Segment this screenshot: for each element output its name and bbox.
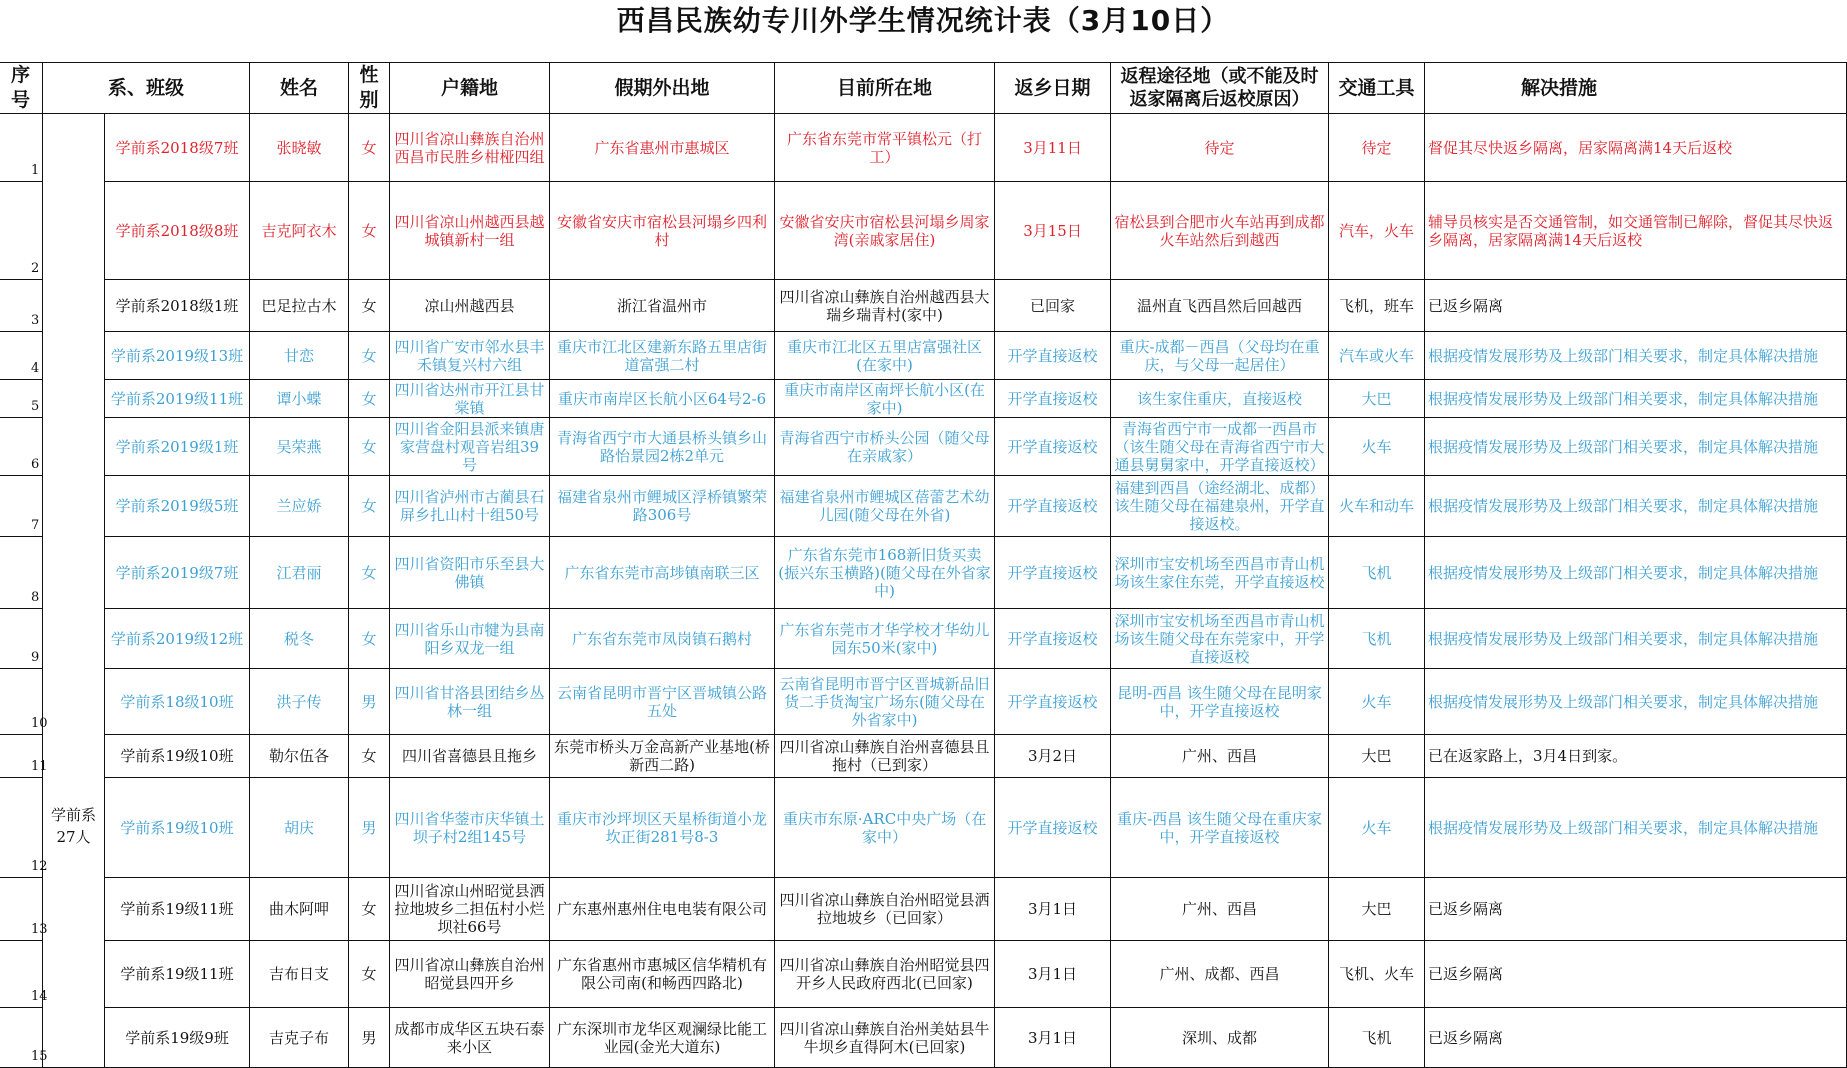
cell-holiday-location: 广东省东莞市凤岗镇石鹅村 — [550, 609, 775, 669]
table-row — [0, 735, 1847, 778]
cell-measure: 辅导员核实是否交通管制，如交通管制已解除，督促其尽快返乡隔离，居家隔离满14天后返校 — [1425, 182, 1847, 280]
cell-return-date: 开学直接返校 — [995, 537, 1111, 609]
cell-transport: 火车 — [1329, 418, 1425, 476]
cell-holiday-location: 重庆市沙坪坝区天星桥街道小龙坎正街281号8-3 — [550, 778, 775, 878]
cell-index: 6 — [0, 418, 43, 476]
cell-name: 吉克阿衣木 — [250, 182, 349, 280]
cell-route: 广州、成都、西昌 — [1111, 941, 1329, 1008]
cell-name: 吉布日支 — [250, 941, 349, 1008]
cell-index: 3 — [0, 280, 43, 332]
cell-class: 学前系19级9班 — [105, 1008, 250, 1068]
cell-return-date: 3月1日 — [995, 878, 1111, 941]
cell-class: 学前系19级10班 — [105, 778, 250, 878]
cell-class: 学前系18级10班 — [105, 669, 250, 735]
cell-index: 9 — [0, 609, 43, 669]
cell-measure: 根据疫情发展形势及上级部门相关要求，制定具体解决措施 — [1425, 476, 1847, 537]
cell-gender: 女 — [349, 941, 390, 1008]
cell-route: 该生家住重庆，直接返校 — [1111, 380, 1329, 418]
cell-hukou: 四川省甘洛县团结乡丛林一组 — [390, 669, 550, 735]
cell-index: 11 — [0, 735, 43, 778]
cell-current-location: 青海省西宁市桥头公园（随父母在亲戚家） — [775, 418, 995, 476]
cell-holiday-location: 青海省西宁市大通县桥头镇乡山路怡景园2栋2单元 — [550, 418, 775, 476]
cell-transport: 飞机，班车 — [1329, 280, 1425, 332]
cell-index: 10 — [0, 669, 43, 735]
cell-gender: 男 — [349, 778, 390, 878]
cell-transport: 飞机 — [1329, 537, 1425, 609]
header-route: 返程途径地（或不能及时返家隔离后返校原因） — [1111, 63, 1329, 114]
cell-hukou: 四川省资阳市乐至县大佛镇 — [390, 537, 550, 609]
cell-index: 4 — [0, 332, 43, 380]
cell-transport: 待定 — [1329, 114, 1425, 182]
cell-return-date: 3月2日 — [995, 735, 1111, 778]
cell-name: 税冬 — [250, 609, 349, 669]
cell-transport: 火车 — [1329, 778, 1425, 878]
cell-class: 学前系2019级5班 — [105, 476, 250, 537]
cell-current-location: 安徽省安庆市宿松县河塌乡周家湾(亲戚家居住) — [775, 182, 995, 280]
cell-hukou: 成都市成华区五块石泰来小区 — [390, 1008, 550, 1068]
cell-index: 2 — [0, 182, 43, 280]
header-row — [0, 63, 1847, 114]
cell-holiday-location: 重庆市江北区建新东路五里店街道富强二村 — [550, 332, 775, 380]
cell-holiday-location: 福建省泉州市鲤城区浮桥镇繁荣路306号 — [550, 476, 775, 537]
header-hukou: 户籍地 — [390, 63, 550, 114]
cell-gender: 女 — [349, 182, 390, 280]
cell-return-date: 3月11日 — [995, 114, 1111, 182]
cell-name: 谭小蝶 — [250, 380, 349, 418]
table-row — [0, 669, 1847, 735]
cell-holiday-location: 重庆市南岸区长航小区64号2-6 — [550, 380, 775, 418]
cell-holiday-location: 东莞市桥头万金高新产业基地(桥新西二路) — [550, 735, 775, 778]
cell-gender: 男 — [349, 669, 390, 735]
cell-current-location: 四川省凉山彝族自治州越西县大瑞乡瑞青村(家中) — [775, 280, 995, 332]
cell-hukou: 四川省凉山州昭觉县洒拉地坡乡二担伍村小烂坝社66号 — [390, 878, 550, 941]
table-row — [0, 418, 1847, 476]
cell-holiday-location: 浙江省温州市 — [550, 280, 775, 332]
cell-route: 广州、西昌 — [1111, 735, 1329, 778]
cell-return-date: 开学直接返校 — [995, 669, 1111, 735]
cell-class: 学前系19级11班 — [105, 941, 250, 1008]
cell-gender: 女 — [349, 537, 390, 609]
cell-holiday-location: 云南省昆明市晋宁区晋城镇公路五处 — [550, 669, 775, 735]
cell-index: 8 — [0, 537, 43, 609]
cell-transport: 火车 — [1329, 669, 1425, 735]
table-body — [0, 114, 1847, 1068]
cell-gender: 女 — [349, 476, 390, 537]
cell-name: 勒尔伍各 — [250, 735, 349, 778]
cell-index: 15 — [0, 1008, 43, 1068]
table-row — [0, 114, 1847, 182]
cell-measure: 已返乡隔离 — [1425, 1008, 1847, 1068]
cell-route: 深圳市宝安机场至西昌市青山机场该生随父母在东莞家中，开学直接返校 — [1111, 609, 1329, 669]
statistics-table-container — [0, 62, 1846, 1068]
cell-route: 宿松县到合肥市火车站再到成都火车站然后到越西 — [1111, 182, 1329, 280]
cell-hukou: 四川省华蓥市庆华镇土坝子村2组145号 — [390, 778, 550, 878]
cell-return-date: 3月1日 — [995, 1008, 1111, 1068]
cell-transport: 大巴 — [1329, 380, 1425, 418]
cell-current-location: 广东省东莞市才华学校才华幼儿园东50米(家中) — [775, 609, 995, 669]
cell-route: 深圳市宝安机场至西昌市青山机场该生家住东莞，开学直接返校 — [1111, 537, 1329, 609]
cell-holiday-location: 广东省惠州市惠城区 — [550, 114, 775, 182]
cell-return-date: 3月15日 — [995, 182, 1111, 280]
table-row — [0, 778, 1847, 878]
table-row — [0, 878, 1847, 941]
cell-current-location: 重庆市南岸区南坪长航小区(在家中) — [775, 380, 995, 418]
cell-hukou: 四川省达州市开江县甘棠镇 — [390, 380, 550, 418]
cell-name: 甘恋 — [250, 332, 349, 380]
cell-gender: 女 — [349, 735, 390, 778]
statistics-table — [0, 62, 1847, 1068]
cell-gender: 女 — [349, 332, 390, 380]
cell-class: 学前系2019级12班 — [105, 609, 250, 669]
cell-route: 福建到西昌（途经湖北、成都）该生随父母在福建泉州，开学直接返校。 — [1111, 476, 1329, 537]
cell-route: 广州、西昌 — [1111, 878, 1329, 941]
table-row — [0, 182, 1847, 280]
cell-name: 兰应娇 — [250, 476, 349, 537]
cell-transport: 大巴 — [1329, 878, 1425, 941]
cell-transport: 飞机、火车 — [1329, 941, 1425, 1008]
cell-index: 13 — [0, 878, 43, 941]
header-gender: 性别 — [349, 63, 390, 114]
cell-current-location: 福建省泉州市鲤城区蓓蕾艺术幼儿园(随父母在外省) — [775, 476, 995, 537]
header-transport: 交通工具 — [1329, 63, 1425, 114]
cell-transport: 大巴 — [1329, 735, 1425, 778]
cell-index: 14 — [0, 941, 43, 1008]
cell-route: 深圳、成都 — [1111, 1008, 1329, 1068]
cell-hukou: 四川省金阳县派来镇唐家营盘村观音岩组39号 — [390, 418, 550, 476]
cell-current-location: 云南省昆明市晋宁区晋城新品旧货二手货淘宝广场东(随父母在外省家中) — [775, 669, 995, 735]
cell-current-location: 四川省凉山彝族自治州昭觉县洒拉地坡乡（已回家） — [775, 878, 995, 941]
cell-gender: 女 — [349, 878, 390, 941]
cell-current-location: 重庆市东原·ARC中央广场（在家中） — [775, 778, 995, 878]
cell-name: 洪子传 — [250, 669, 349, 735]
cell-holiday-location: 广东深圳市龙华区观澜绿比能工业园(金光大道东) — [550, 1008, 775, 1068]
cell-measure: 已在返家路上，3月4日到家。 — [1425, 735, 1847, 778]
cell-class: 学前系2018级1班 — [105, 280, 250, 332]
cell-hukou: 四川省凉山州越西县越城镇新村一组 — [390, 182, 550, 280]
cell-hukou: 四川省凉山彝族自治州西昌市民胜乡柑桠四组 — [390, 114, 550, 182]
cell-measure: 督促其尽快返乡隔离，居家隔离满14天后返校 — [1425, 114, 1847, 182]
cell-current-location: 重庆市江北区五里店富强社区(在家中) — [775, 332, 995, 380]
cell-gender: 女 — [349, 280, 390, 332]
header-index: 序号 — [0, 63, 43, 114]
table-row — [0, 1008, 1847, 1068]
table-row — [0, 380, 1847, 418]
table-row — [0, 280, 1847, 332]
cell-return-date: 开学直接返校 — [995, 476, 1111, 537]
cell-name: 巴足拉古木 — [250, 280, 349, 332]
cell-route: 青海省西宁市一成都一西昌市（该生随父母在青海省西宁市大通县舅舅家中，开学直接返校） — [1111, 418, 1329, 476]
header-name: 姓名 — [250, 63, 349, 114]
cell-name: 吉克子布 — [250, 1008, 349, 1068]
cell-return-date: 开学直接返校 — [995, 609, 1111, 669]
cell-measure: 根据疫情发展形势及上级部门相关要求，制定具体解决措施 — [1425, 332, 1847, 380]
cell-index: 7 — [0, 476, 43, 537]
table-row — [0, 609, 1847, 669]
cell-gender: 女 — [349, 380, 390, 418]
cell-hukou: 四川省泸州市古蔺县石屏乡扎山村十组50号 — [390, 476, 550, 537]
cell-measure: 根据疫情发展形势及上级部门相关要求，制定具体解决措施 — [1425, 380, 1847, 418]
cell-return-date: 开学直接返校 — [995, 778, 1111, 878]
cell-class: 学前系2018级7班 — [105, 114, 250, 182]
cell-transport: 汽车，火车 — [1329, 182, 1425, 280]
cell-return-date: 已回家 — [995, 280, 1111, 332]
cell-current-location: 四川省凉山彝族自治州昭觉县四开乡人民政府西北(已回家) — [775, 941, 995, 1008]
cell-class: 学前系2019级11班 — [105, 380, 250, 418]
table-row — [0, 537, 1847, 609]
cell-return-date: 开学直接返校 — [995, 380, 1111, 418]
cell-measure: 根据疫情发展形势及上级部门相关要求，制定具体解决措施 — [1425, 778, 1847, 878]
cell-index: 12 — [0, 778, 43, 878]
cell-holiday-location: 广东惠州惠州住电电装有限公司 — [550, 878, 775, 941]
cell-measure: 已返乡隔离 — [1425, 280, 1847, 332]
cell-name: 曲木阿呷 — [250, 878, 349, 941]
cell-measure: 根据疫情发展形势及上级部门相关要求，制定具体解决措施 — [1425, 537, 1847, 609]
cell-current-location: 四川省凉山彝族自治州喜德县且拖村（已到家） — [775, 735, 995, 778]
cell-name: 江君丽 — [250, 537, 349, 609]
page-title: 西昌民族幼专川外学生情况统计表（3月10日） — [616, 4, 1230, 37]
cell-class: 学前系2018级8班 — [105, 182, 250, 280]
cell-index: 5 — [0, 380, 43, 418]
cell-index: 1 — [0, 114, 43, 182]
header-measure: 解决措施 — [1425, 63, 1847, 114]
cell-return-date: 开学直接返校 — [995, 332, 1111, 380]
cell-current-location: 广东省东莞市168新旧货买卖(振兴东玉横路)(随父母在外省家中) — [775, 537, 995, 609]
cell-hukou: 四川省喜德县且拖乡 — [390, 735, 550, 778]
cell-class: 学前系2019级13班 — [105, 332, 250, 380]
cell-measure: 根据疫情发展形势及上级部门相关要求，制定具体解决措施 — [1425, 669, 1847, 735]
table-row — [0, 332, 1847, 380]
cell-transport: 火车和动车 — [1329, 476, 1425, 537]
cell-holiday-location: 广东省东莞市高埗镇南联三区 — [550, 537, 775, 609]
cell-gender: 女 — [349, 418, 390, 476]
cell-transport: 飞机 — [1329, 609, 1425, 669]
cell-route: 温州直飞西昌然后回越西 — [1111, 280, 1329, 332]
cell-measure: 根据疫情发展形势及上级部门相关要求，制定具体解决措施 — [1425, 609, 1847, 669]
cell-hukou: 凉山州越西县 — [390, 280, 550, 332]
header-current-location: 目前所在地 — [775, 63, 995, 114]
cell-route: 重庆-西昌 该生随父母在重庆家中，开学直接返校 — [1111, 778, 1329, 878]
cell-current-location: 四川省凉山彝族自治州美姑县牛牛坝乡直得阿木(已回家) — [775, 1008, 995, 1068]
cell-gender: 女 — [349, 609, 390, 669]
header-class: 系、班级 — [43, 63, 250, 114]
cell-hukou: 四川省乐山市犍为县南阳乡双龙一组 — [390, 609, 550, 669]
cell-class: 学前系2019级1班 — [105, 418, 250, 476]
cell-holiday-location: 广东省惠州市惠城区信华精机有限公司南(和畅西四路北) — [550, 941, 775, 1008]
cell-measure: 根据疫情发展形势及上级部门相关要求，制定具体解决措施 — [1425, 418, 1847, 476]
table-row — [0, 476, 1847, 537]
cell-transport: 汽车或火车 — [1329, 332, 1425, 380]
cell-gender: 女 — [349, 114, 390, 182]
cell-gender: 男 — [349, 1008, 390, 1068]
cell-class: 学前系19级10班 — [105, 735, 250, 778]
cell-current-location: 广东省东莞市常平镇松元（打工） — [775, 114, 995, 182]
cell-hukou: 四川省广安市邻水县丰禾镇复兴村六组 — [390, 332, 550, 380]
cell-return-date: 3月1日 — [995, 941, 1111, 1008]
cell-name: 张晓敏 — [250, 114, 349, 182]
cell-name: 胡庆 — [250, 778, 349, 878]
header-return-date: 返乡日期 — [995, 63, 1111, 114]
cell-route: 重庆-成都－西昌（父母均在重庆，与父母一起居住） — [1111, 332, 1329, 380]
header-holiday-location: 假期外出地 — [550, 63, 775, 114]
cell-class: 学前系2019级7班 — [105, 537, 250, 609]
cell-department: 学前系27人 — [43, 114, 105, 1068]
cell-return-date: 开学直接返校 — [995, 418, 1111, 476]
cell-holiday-location: 安徽省安庆市宿松县河塌乡四利村 — [550, 182, 775, 280]
cell-transport: 飞机 — [1329, 1008, 1425, 1068]
cell-measure: 已返乡隔离 — [1425, 878, 1847, 941]
cell-class: 学前系19级11班 — [105, 878, 250, 941]
cell-route: 昆明-西昌 该生随父母在昆明家中，开学直接返校 — [1111, 669, 1329, 735]
cell-measure: 已返乡隔离 — [1425, 941, 1847, 1008]
cell-hukou: 四川省凉山彝族自治州昭觉县四开乡 — [390, 941, 550, 1008]
cell-name: 吴荣燕 — [250, 418, 349, 476]
cell-route: 待定 — [1111, 114, 1329, 182]
table-row — [0, 941, 1847, 1008]
